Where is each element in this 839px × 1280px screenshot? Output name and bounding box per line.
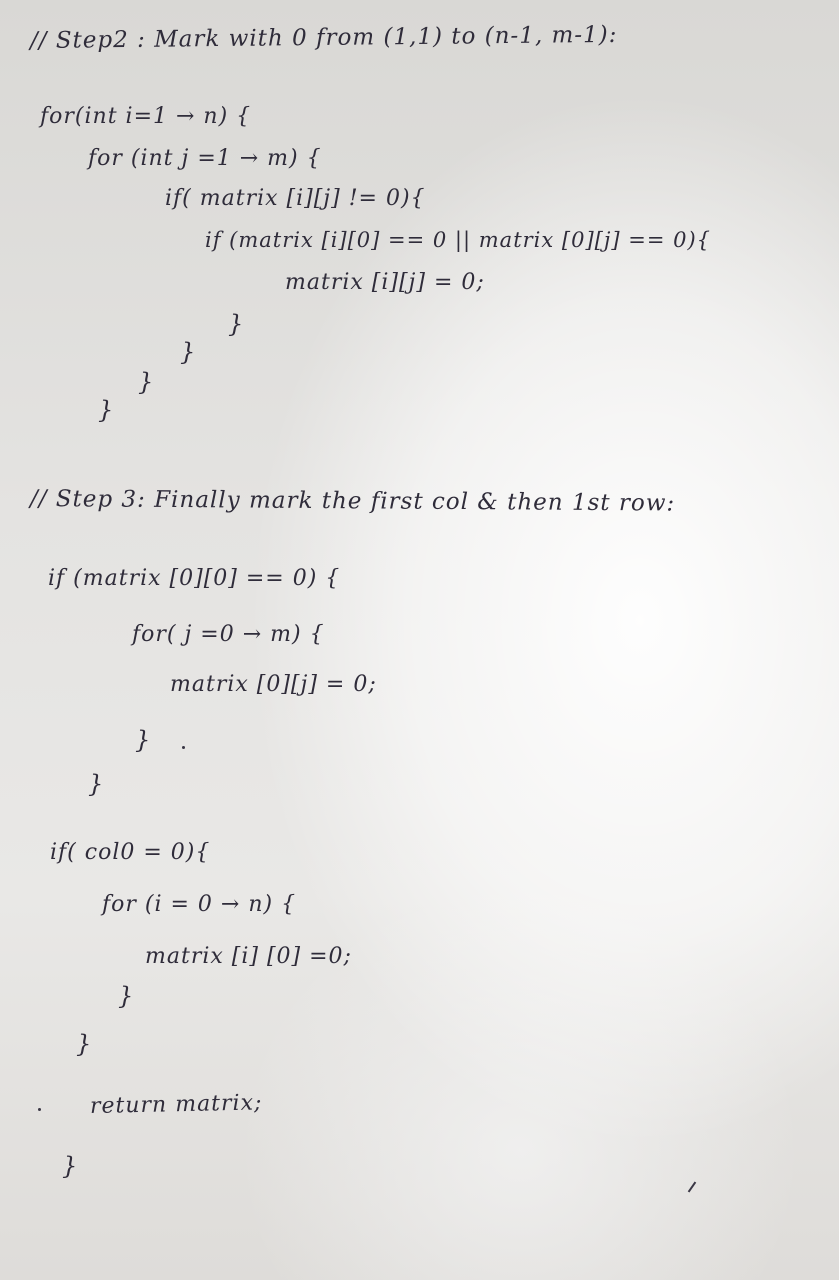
closing-brace: } — [228, 310, 244, 338]
code-line: matrix [0][j] = 0; — [170, 672, 377, 697]
pen-dot — [182, 746, 185, 749]
code-line: for (i = 0 → n) { — [102, 892, 297, 917]
code-line: for(int i=1 → n) { — [40, 104, 252, 129]
closing-brace: } — [138, 368, 154, 396]
pen-dot — [38, 1108, 41, 1111]
code-line: matrix [i][j] = 0; — [285, 270, 485, 295]
closing-brace: } — [118, 982, 134, 1010]
code-line: return matrix; — [89, 1090, 263, 1119]
code-line: if( matrix [i][j] != 0){ — [165, 186, 426, 211]
closing-brace: } — [135, 726, 151, 754]
closing-brace: } — [98, 396, 114, 424]
code-line: matrix [i] [0] =0; — [145, 944, 352, 969]
closing-brace: } — [62, 1152, 78, 1180]
code-line: for (int j =1 → m) { — [88, 146, 322, 171]
closing-brace: } — [88, 770, 104, 798]
code-line: if (matrix [i][0] == 0 || matrix [0][j] == 0){ — [205, 228, 712, 252]
pen-stroke — [688, 1182, 697, 1193]
code-line: if( col0 = 0){ — [50, 840, 211, 865]
step3-heading: // Step 3: Finally mark the first col & then 1st row: — [29, 486, 676, 517]
code-line: if (matrix [0][0] == 0) { — [48, 566, 341, 591]
code-line: for( j =0 → m) { — [132, 622, 325, 647]
closing-brace: } — [180, 338, 196, 366]
step2-heading: // Step2 : Mark with 0 from (1,1) to (n-1, m-1): — [29, 21, 618, 54]
closing-brace: } — [76, 1030, 92, 1058]
